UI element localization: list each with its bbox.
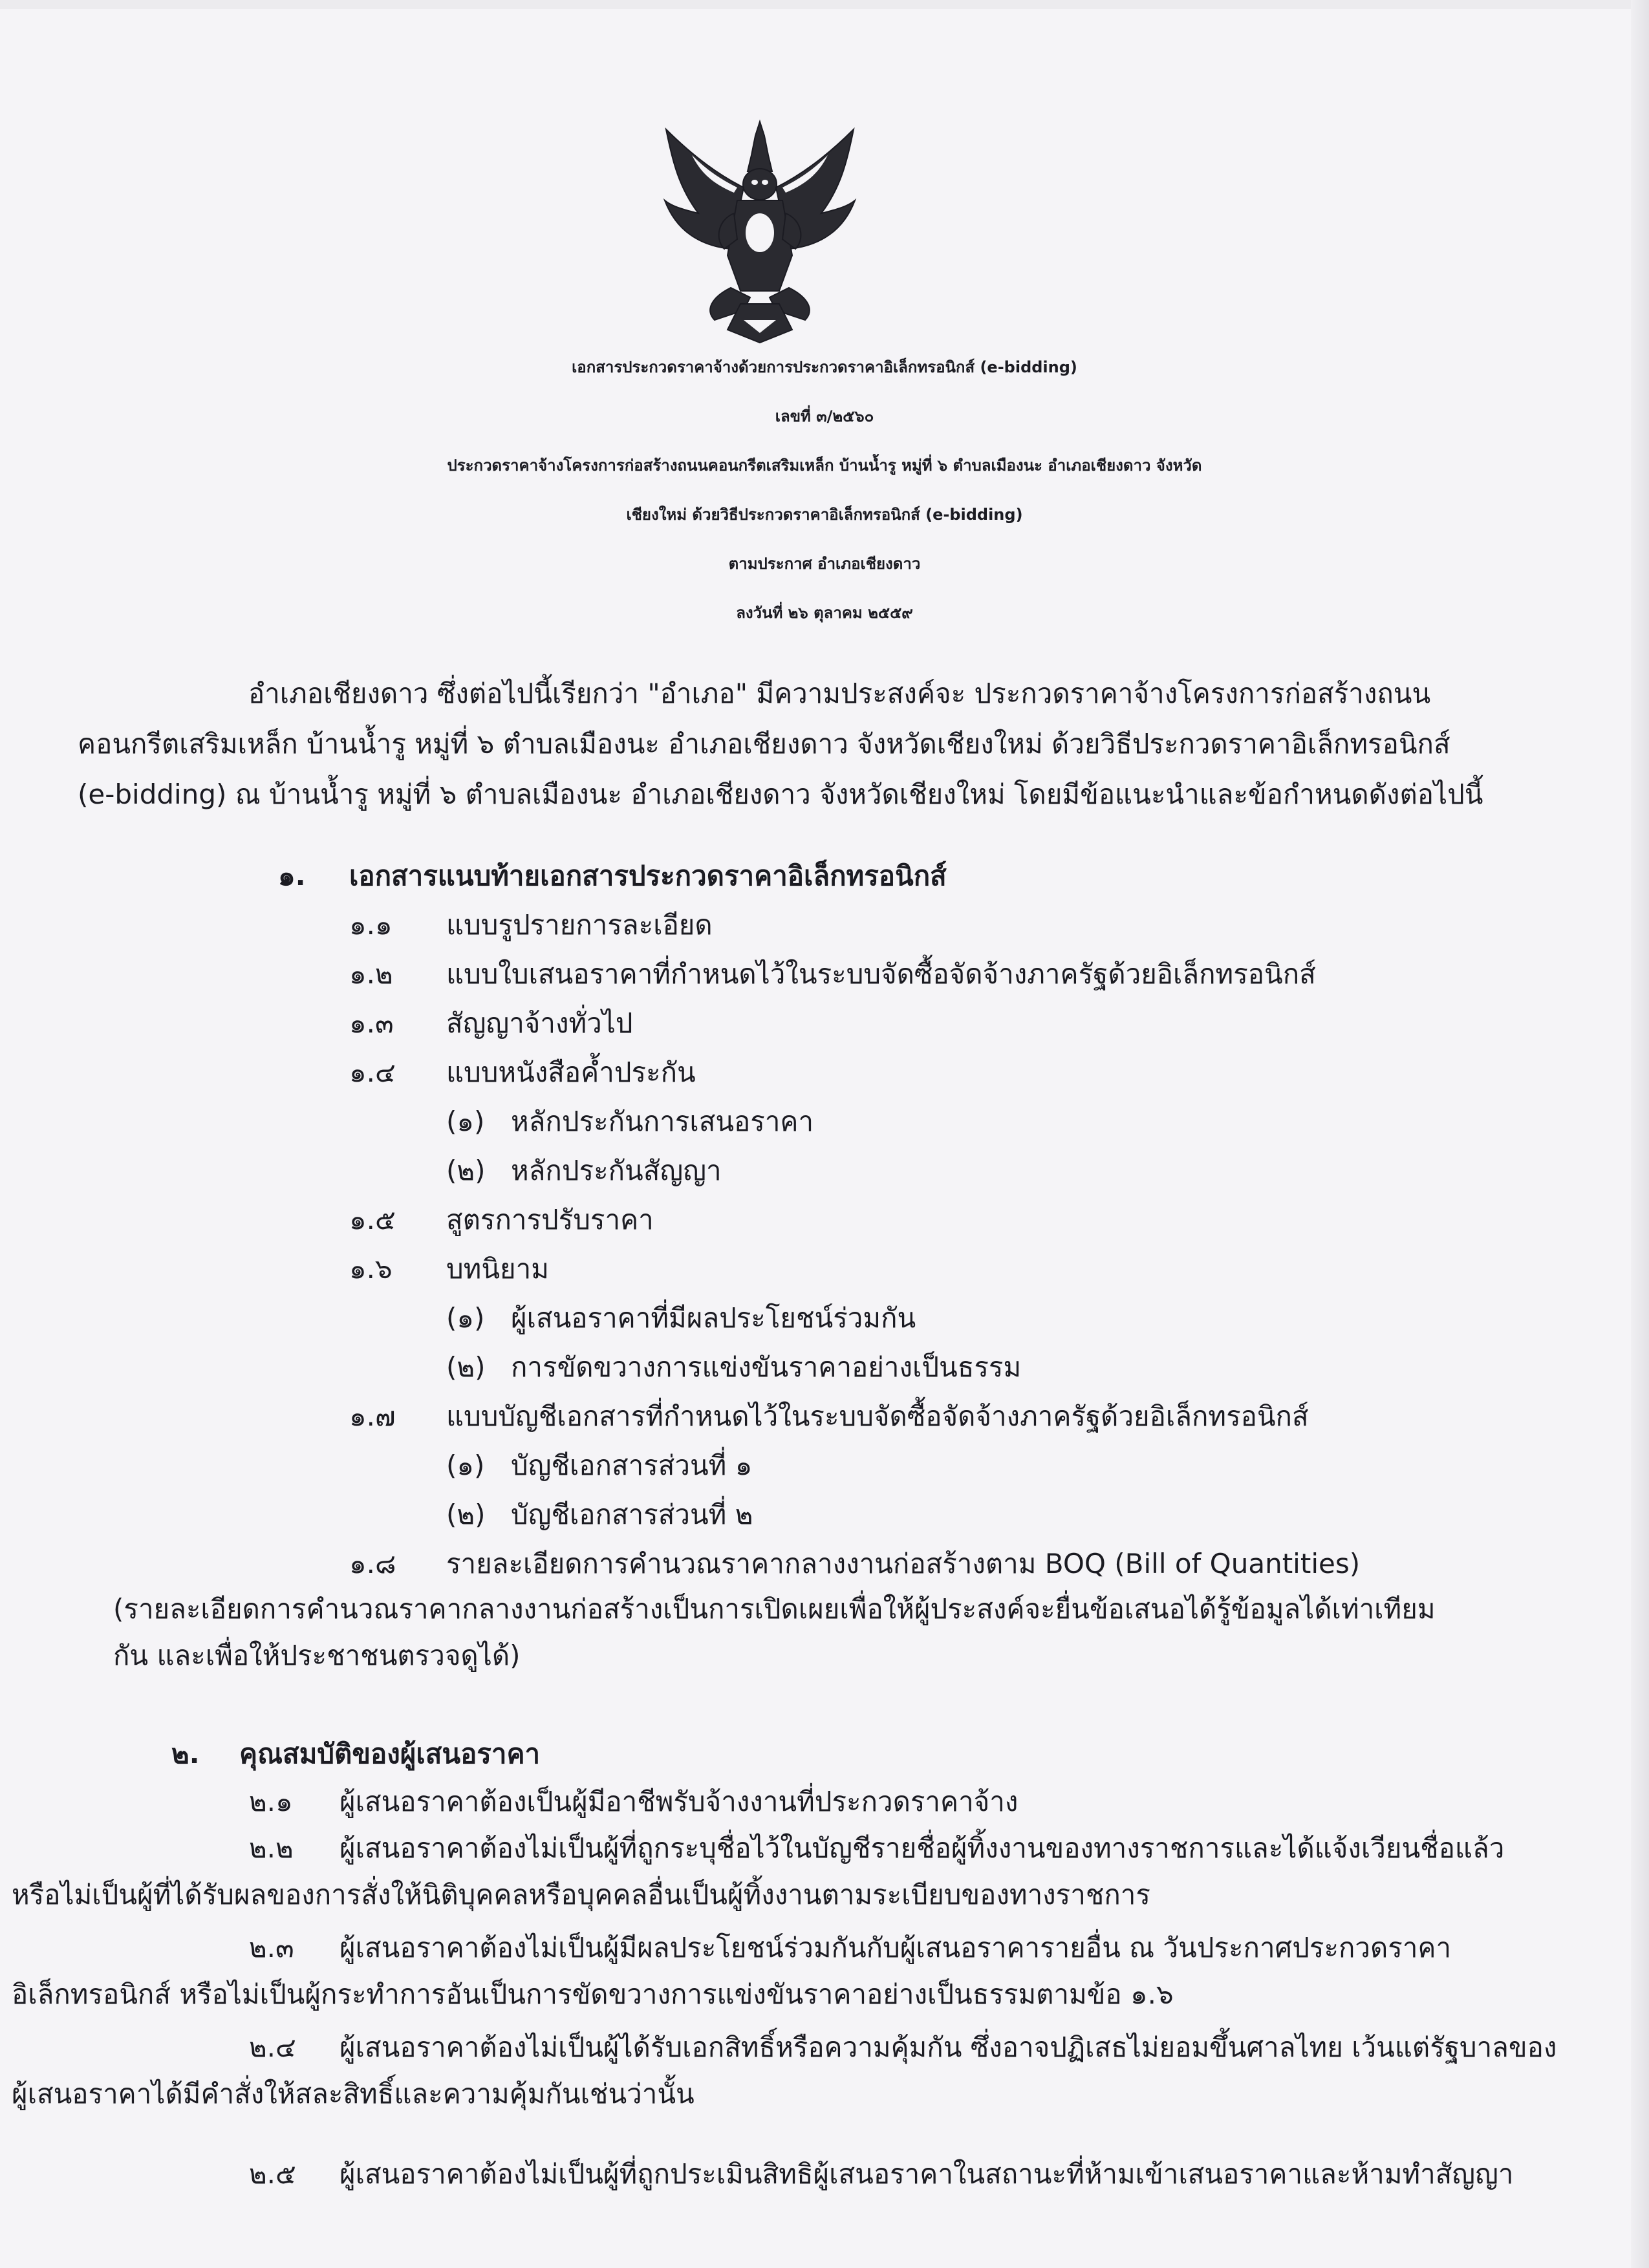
doc-subject-line2: เชียงใหม่ ด้วยวิธีประกวดราคาอิเล็กทรอนิกส์ (e-bidding) <box>626 506 1023 524</box>
item-text: แบบหนังสือค้ำประกัน <box>446 1056 696 1088</box>
announcement-ref: ตามประกาศ อำเภอเชียงดาว <box>728 555 921 573</box>
scan-edge-top <box>0 0 1649 9</box>
doc-number: เลขที่ ๓/๒๕๖๐ <box>775 407 874 425</box>
subitem-number: (๑) <box>446 1106 485 1137</box>
item-continuation: อิเล็กทรอนิกส์ หรือไม่เป็นผู้กระทำการอันเป็นการขัดขวางการแข่งขันราคาอย่างเป็นธรรมตามข้อ ๑.๖ <box>12 1978 1174 2010</box>
doc-subject-line1: ประกวดราคาจ้างโครงการก่อสร้างถนนคอนกรีตเสริมเหล็ก บ้านน้ำรู หมู่ที่ ๖ ตำบลเมืองนะ อำเภอเชียงดาว จังหวัด <box>447 456 1202 475</box>
item-text: บทนิยาม <box>446 1253 549 1285</box>
section1-note-line1: (รายละเอียดการคำนวณราคากลางงานก่อสร้างเป็นการเปิดเผยเพื่อให้ผู้ประสงค์จะยื่นข้อเสนอได้รู้ข้อมูลได้เท่าเทียม <box>113 1593 1436 1625</box>
item-text: แบบบัญชีเอกสารที่กำหนดไว้ในระบบจัดซื้อจัดจ้างภาครัฐด้วยอิเล็กทรอนิกส์ <box>446 1400 1309 1432</box>
intro-line1: อำเภอเชียงดาว ซึ่งต่อไปนี้เรียกว่า "อำเภอ" มีความประสงค์จะ ประกวดราคาจ้างโครงการก่อสร้างถนน <box>248 678 1431 709</box>
item-number: ๑.๔ <box>349 1056 396 1088</box>
item-number: ๒.๓ <box>249 1932 294 1963</box>
section1-number: ๑. <box>278 860 306 892</box>
intro-line2: คอนกรีตเสริมเหล็ก บ้านน้ำรู หมู่ที่ ๖ ตำบลเมืองนะ อำเภอเชียงดาว จังหวัดเชียงใหม่ ด้วยวิธีประกวดราคาอิเล็กทรอนิกส์ <box>78 728 1450 760</box>
item-text: ผู้เสนอราคาต้องเป็นผู้มีอาชีพรับจ้างงานที่ประกวดราคาจ้าง <box>339 1786 1018 1817</box>
subitem-number: (๑) <box>446 1302 485 1334</box>
item-continuation: หรือไม่เป็นผู้ที่ได้รับผลของการสั่งให้นิติบุคคลหรือบุคคลอื่นเป็นผู้ทิ้งงานตามระเบียบของทางราชการ <box>12 1879 1150 1910</box>
item-text: สัญญาจ้างทั่วไป <box>446 1007 633 1039</box>
item-number: ๑.๒ <box>349 958 393 990</box>
item-number: ๒.๔ <box>249 2031 296 2063</box>
scan-edge-right <box>1631 0 1649 2268</box>
item-number: ๑.๑ <box>349 909 393 941</box>
item-number: ๑.๖ <box>349 1253 393 1285</box>
subitem-text: การขัดขวางการแข่งขันราคาอย่างเป็นธรรม <box>511 1351 1022 1383</box>
subitem-text: หลักประกันการเสนอราคา <box>511 1106 814 1137</box>
section2-number: ๒. <box>171 1738 200 1770</box>
item-number: ๒.๑ <box>249 1786 293 1817</box>
item-text: ผู้เสนอราคาต้องไม่เป็นผู้มีผลประโยชน์ร่วมกันกับผู้เสนอราคารายอื่น ณ วันประกาศประกวดราคา <box>339 1932 1452 1963</box>
subitem-text: หลักประกันสัญญา <box>511 1155 722 1186</box>
doc-title: เอกสารประกวดราคาจ้างด้วยการประกวดราคาอิเล็กทรอนิกส์ (e-bidding) <box>572 358 1077 376</box>
item-number: ๒.๒ <box>249 1832 294 1864</box>
item-number: ๑.๘ <box>349 1548 396 1579</box>
item-text: สูตรการปรับราคา <box>446 1204 654 1236</box>
section2-title: คุณสมบัติของผู้เสนอราคา <box>239 1738 541 1770</box>
subitem-text: บัญชีเอกสารส่วนที่ ๑ <box>511 1450 753 1481</box>
item-number: ๒.๕ <box>249 2158 296 2190</box>
section1-title: เอกสารแนบท้ายเอกสารประกวดราคาอิเล็กทรอนิกส์ <box>349 860 947 892</box>
intro-line3: (e-bidding) ณ บ้านน้ำรู หมู่ที่ ๖ ตำบลเมืองนะ อำเภอเชียงดาว จังหวัดเชียงใหม่ โดยมีข้อแนะนำและข้อกำหนดดังต่อไปนี้ <box>78 778 1483 810</box>
item-number: ๑.๕ <box>349 1204 396 1236</box>
item-number: ๑.๓ <box>349 1007 394 1039</box>
item-text: รายละเอียดการคำนวณราคากลางงานก่อสร้างตาม BOQ (Bill of Quantities) <box>446 1548 1361 1579</box>
item-text: ผู้เสนอราคาต้องไม่เป็นผู้ที่ถูกระบุชื่อไว้ในบัญชีรายชื่อผู้ทิ้งงานของทางราชการและได้แจ้งเวียนชื่อแล้ว <box>339 1832 1505 1864</box>
subitem-number: (๑) <box>446 1450 485 1481</box>
announcement-date: ลงวันที่ ๒๖ ตุลาคม ๒๕๕๙ <box>736 604 913 622</box>
item-continuation: ผู้เสนอราคาได้มีคำสั่งให้สละสิทธิ์และความคุ้มกันเช่นว่านั้น <box>12 2078 695 2110</box>
subitem-number: (๒) <box>446 1351 486 1383</box>
section1-note-line2: กัน และเพื่อให้ประชาชนตรวจดูได้) <box>113 1640 521 1671</box>
item-text: แบบใบเสนอราคาที่กำหนดไว้ในระบบจัดซื้อจัดจ้างภาครัฐด้วยอิเล็กทรอนิกส์ <box>446 958 1316 990</box>
item-text: ผู้เสนอราคาต้องไม่เป็นผู้ได้รับเอกสิทธิ์หรือความคุ้มกัน ซึ่งอาจปฏิเสธไม่ยอมขึ้นศาลไทย เว้นแต่รัฐบาลของ <box>339 2031 1557 2063</box>
item-text: แบบรูปรายการละเอียด <box>446 909 713 941</box>
item-number: ๑.๗ <box>349 1400 396 1432</box>
garuda-emblem-icon <box>653 116 867 349</box>
subitem-text: ผู้เสนอราคาที่มีผลประโยชน์ร่วมกัน <box>511 1302 916 1334</box>
subitem-number: (๒) <box>446 1499 486 1530</box>
item-text: ผู้เสนอราคาต้องไม่เป็นผู้ที่ถูกประเมินสิทธิผู้เสนอราคาในสถานะที่ห้ามเข้าเสนอราคาและห้ามทำสัญญา <box>339 2158 1514 2190</box>
subitem-number: (๒) <box>446 1155 486 1186</box>
subitem-text: บัญชีเอกสารส่วนที่ ๒ <box>511 1499 753 1530</box>
